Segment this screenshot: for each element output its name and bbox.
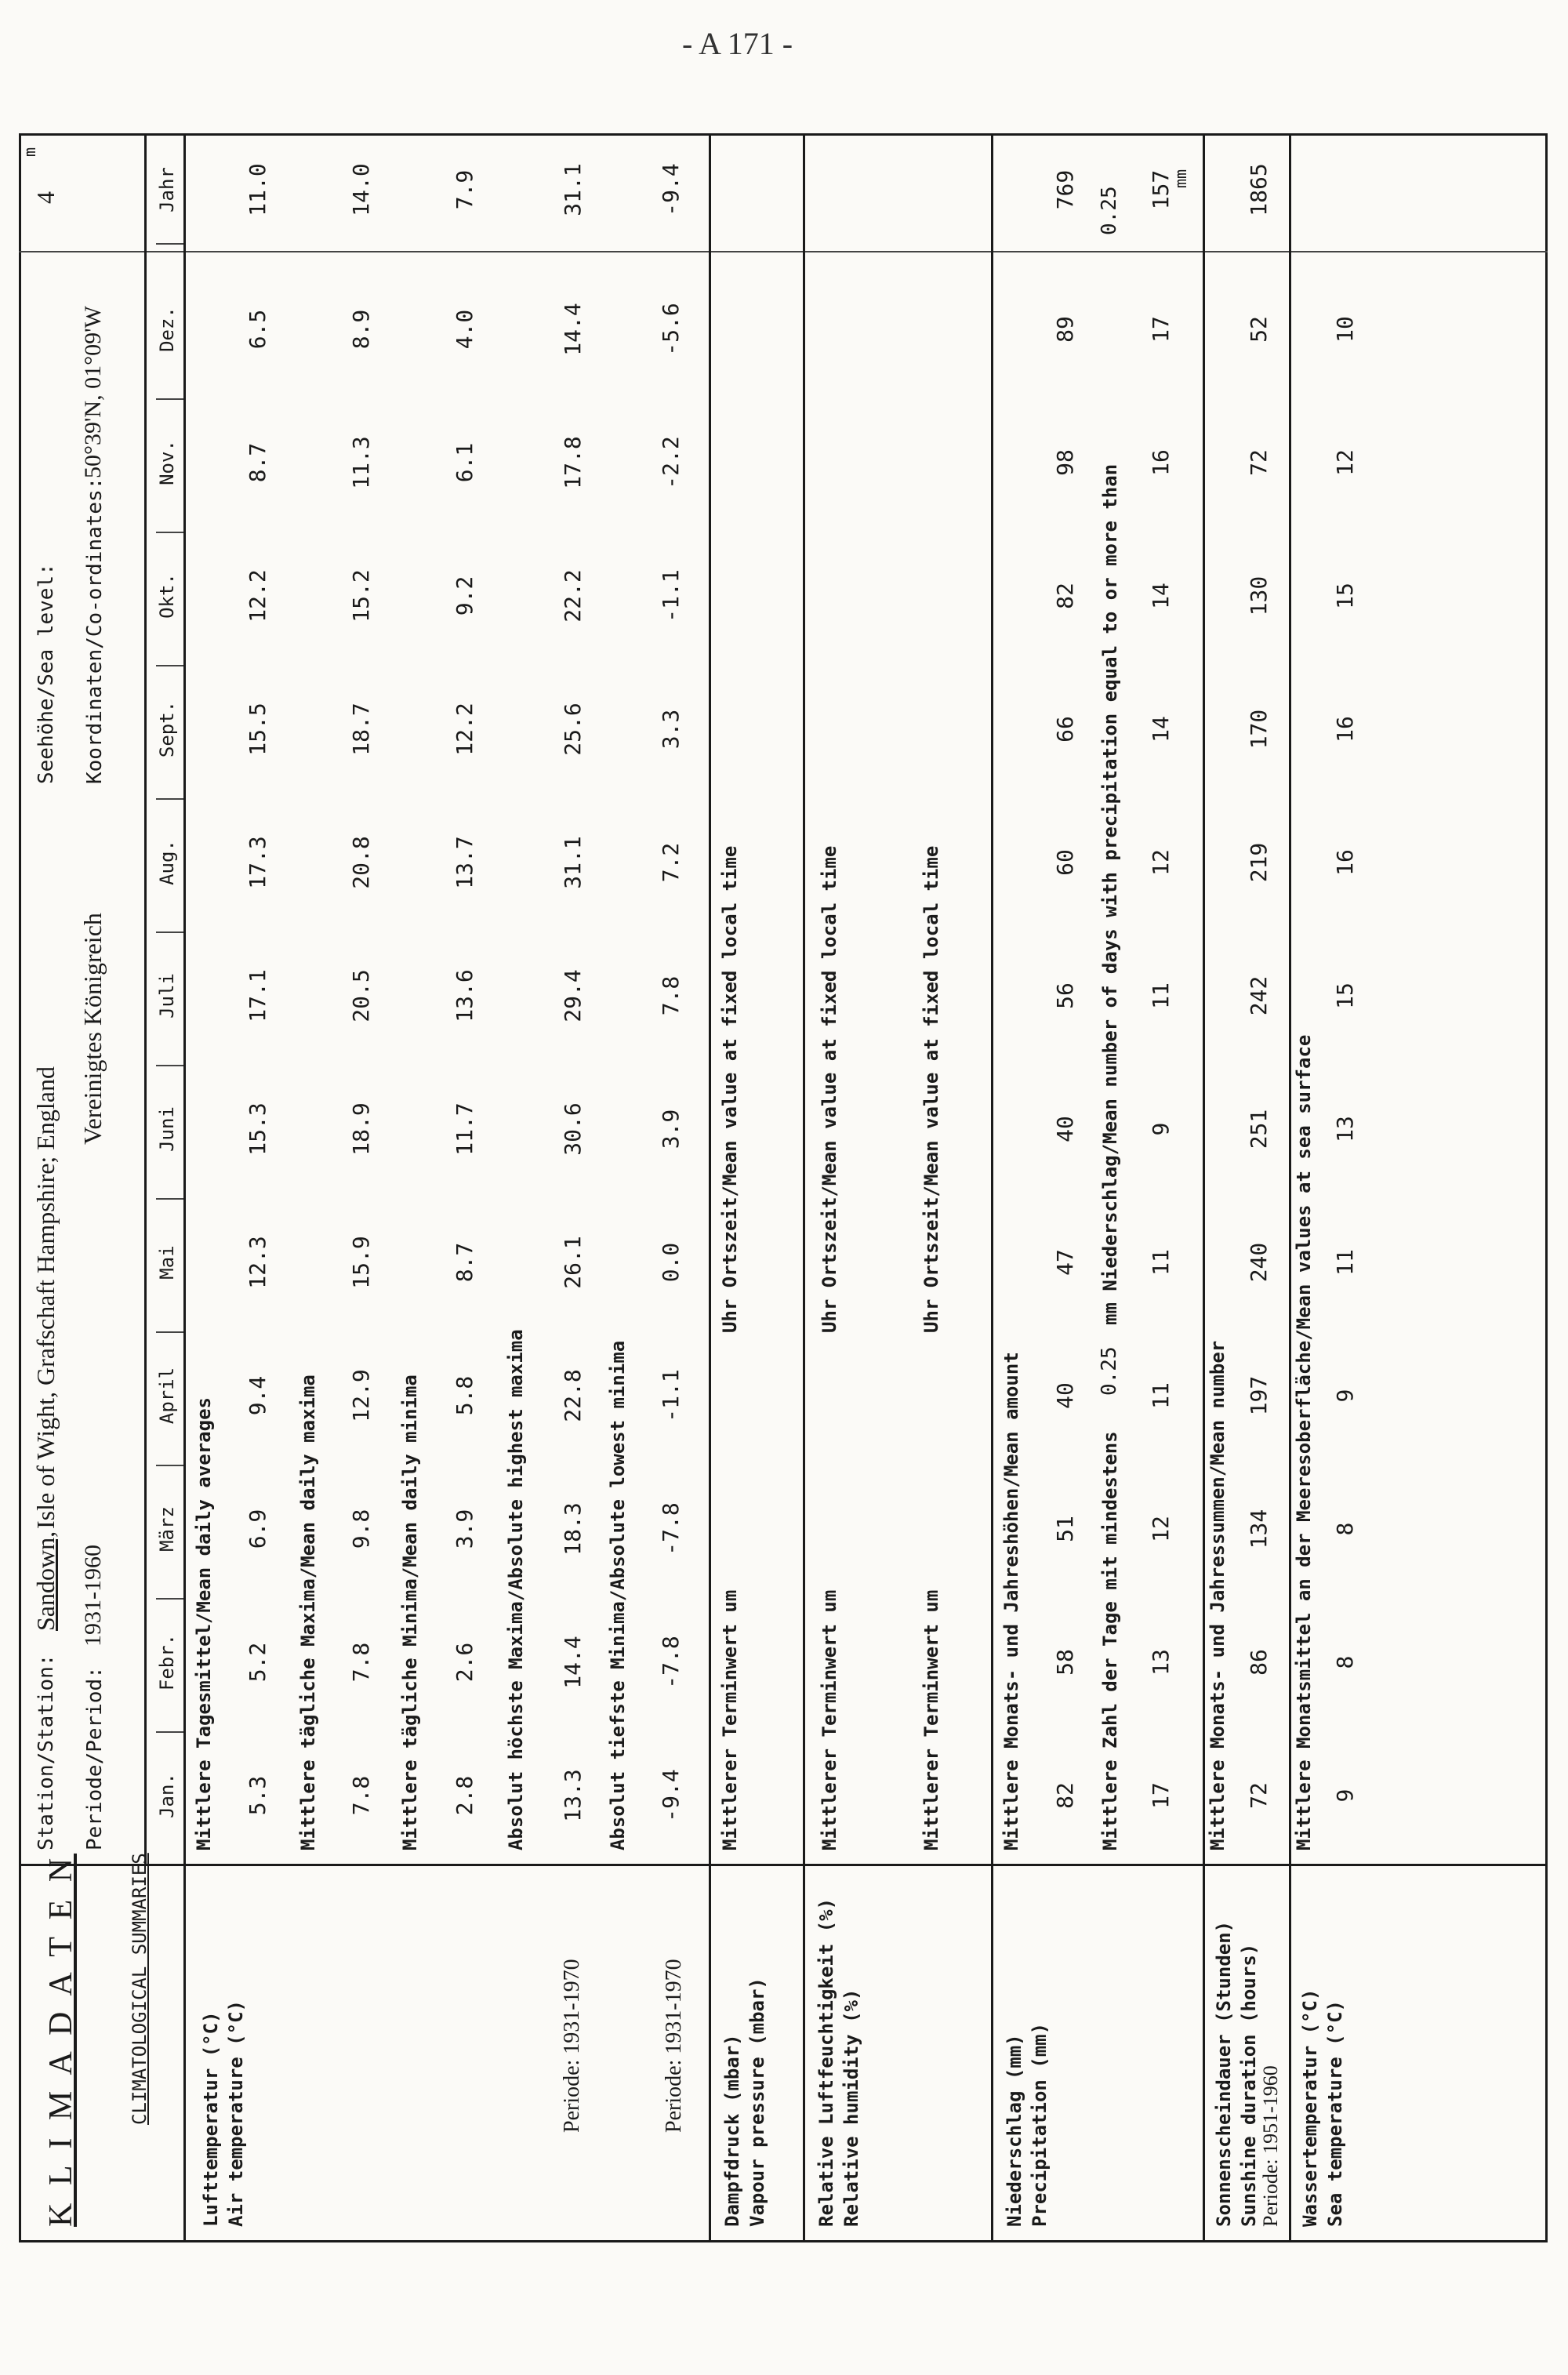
table-cell: 40 — [1052, 1116, 1078, 1142]
table-cell: 16 — [1148, 449, 1174, 476]
table-cell: 17.1 — [245, 969, 270, 1022]
table-cell: 12 — [1332, 449, 1358, 476]
table-cell: 197 — [1246, 1375, 1272, 1416]
table-cell: -1.1 — [658, 569, 684, 623]
table-cell: 5.3 — [245, 1775, 270, 1816]
row-desc-mean: Mittlere Tagesmittel/Mean daily averages — [193, 1397, 215, 1850]
humidity-label-en: Relative humidity (%) — [840, 1988, 862, 2227]
table-cell: 12.2 — [245, 569, 270, 623]
table-cell: 11 — [1332, 1249, 1358, 1276]
table-cell: 3.9 — [452, 1509, 477, 1549]
table-cell: 134 — [1246, 1509, 1272, 1549]
table-cell: 12 — [1148, 1516, 1174, 1542]
row-desc-days-a: Mittlere Zahl der Tage mit mindestens — [1099, 1431, 1121, 1850]
table-cell: 8 — [1332, 1522, 1358, 1536]
divider — [991, 133, 993, 2242]
table-cell: 11 — [1148, 982, 1174, 1009]
station-location: Isle of Wight, Grafschaft Hampshire; England — [31, 1066, 60, 1529]
table-cell: 130 — [1246, 576, 1272, 616]
table-cell: 52 — [1246, 316, 1272, 343]
divider — [156, 931, 183, 933]
doc-subtitle: CLIMATOLOGICAL SUMMARIES — [129, 1853, 151, 2125]
table-cell: 6.1 — [452, 442, 477, 483]
table-cell: 0.0 — [658, 1242, 684, 1283]
row-desc-sea: Mittlere Monatsmittel an der Meeresoberfläche/Mean values at sea surface — [1293, 1034, 1315, 1850]
table-cell: 66 — [1052, 716, 1078, 743]
vapour-label-de: Dampfdruck (mbar) — [721, 2034, 743, 2227]
row-desc-days-d: 0.25 — [1098, 186, 1121, 235]
month-header: Mai — [156, 1245, 178, 1280]
sunshine-period: Periode: 1951-1960 — [1259, 2065, 1282, 2227]
table-cell: 22.2 — [560, 569, 586, 623]
air-temp-label-en: Air temperature (°C) — [225, 2000, 247, 2227]
station-label: Station/Station: — [34, 1654, 58, 1850]
table-cell: 89 — [1052, 316, 1078, 343]
table-cell: 3.9 — [658, 1109, 684, 1149]
table-cell: 51 — [1052, 1516, 1078, 1542]
table-cell: 8 — [1332, 1655, 1358, 1669]
month-header: Aug. — [156, 840, 178, 885]
table-cell: 7.8 — [348, 1775, 374, 1816]
month-header: Jan. — [156, 1773, 178, 1818]
row-desc-vapour-b: Uhr Ortszeit/Mean value at fixed local time — [719, 845, 741, 1333]
month-header: Juni — [156, 1106, 178, 1152]
divider — [156, 665, 183, 666]
table-cell: 13 — [1332, 1116, 1358, 1142]
table-cell: 1865 — [1246, 163, 1272, 216]
air-temp-label-de: Lufttemperatur (°C) — [200, 2011, 222, 2227]
table-cell: -5.6 — [658, 303, 684, 356]
table-cell: 17 — [1148, 316, 1174, 343]
table-cell: 17.8 — [560, 436, 586, 489]
table-cell: 82 — [1052, 583, 1078, 609]
table-cell: 11 — [1148, 1382, 1174, 1409]
table-cell: 17 — [1148, 1782, 1174, 1809]
divider — [183, 1866, 186, 2242]
table-cell: 47 — [1052, 1249, 1078, 1276]
table-cell: 98 — [1052, 449, 1078, 476]
table-cell: 8.9 — [348, 309, 374, 350]
table-cell: 5.8 — [452, 1375, 477, 1416]
table-cell: 9 — [1332, 1789, 1358, 1803]
table-cell: 31.1 — [560, 836, 586, 889]
table-cell: 4.0 — [452, 309, 477, 350]
divider — [156, 1331, 183, 1333]
divider — [156, 1198, 183, 1200]
sunshine-label-en: Sunshine duration (hours) — [1238, 1943, 1260, 2227]
period-value: 1931-1960 — [80, 1545, 106, 1647]
divider — [156, 1731, 183, 1733]
table-cell: 31.1 — [560, 163, 586, 216]
table-cell: 22.8 — [560, 1369, 586, 1422]
divider — [1203, 133, 1205, 2242]
table-cell: 14 — [1148, 583, 1174, 609]
table-cell: 82 — [1052, 1782, 1078, 1809]
table-cell: 40 — [1052, 1382, 1078, 1409]
sea-level-label: Seehöhe/Sea level: — [34, 563, 58, 784]
table-cell: 11.3 — [348, 436, 374, 489]
table-cell: 72 — [1246, 449, 1272, 476]
table-cell: -1.1 — [658, 1369, 684, 1422]
row-desc-max: Mittlere tägliche Maxima/Mean daily maxima — [297, 1375, 319, 1850]
humidity-label-de: Relative Luftfeuchtigkeit (%) — [815, 1897, 837, 2227]
sea-temp-label-de: Wassertemperatur (°C) — [1299, 1988, 1321, 2227]
table-cell: 242 — [1246, 975, 1272, 1016]
divider — [19, 251, 1548, 252]
divider — [156, 398, 183, 400]
month-header: März — [156, 1506, 178, 1552]
table-cell: 14.4 — [560, 1636, 586, 1689]
table-cell: 18.9 — [348, 1102, 374, 1156]
vapour-label-en: Vapour pressure (mbar) — [746, 1977, 768, 2227]
table-cell: 12.9 — [348, 1369, 374, 1422]
table-cell: 7.9 — [452, 169, 477, 210]
sea-temp-label-en: Sea temperature (°C) — [1324, 2000, 1346, 2227]
table-cell: -7.8 — [658, 1502, 684, 1556]
station-name: Sandown, — [31, 1531, 60, 1631]
divider — [156, 798, 183, 800]
divider — [156, 1598, 183, 1600]
month-header: Febr. — [156, 1633, 178, 1691]
precip-label-en: Precipitation (mm) — [1029, 2022, 1051, 2227]
period-note-2: Periode: 1931-1970 — [662, 1959, 686, 2133]
table-cell: 170 — [1246, 709, 1272, 750]
divider — [1289, 133, 1291, 2242]
table-cell: 12.3 — [245, 1236, 270, 1289]
table-cell: 15.2 — [348, 569, 374, 623]
period-label: Periode/Period: — [83, 1666, 107, 1850]
table-cell: 11.0 — [245, 163, 270, 216]
table-cell: 9.8 — [348, 1509, 374, 1549]
table-cell: 11 — [1148, 1249, 1174, 1276]
sunshine-label-de: Sonnenscheindauer (Stunden) — [1213, 1920, 1235, 2227]
table-cell: 14.4 — [560, 303, 586, 356]
table-cell: 13 — [1148, 1649, 1174, 1676]
row-desc-hum1-a: Mittlerer Terminwert um — [818, 1589, 840, 1850]
table-cell: 86 — [1246, 1649, 1272, 1676]
table-cell: 2.6 — [452, 1642, 477, 1683]
table-cell: 56 — [1052, 982, 1078, 1009]
table-cell: 251 — [1246, 1109, 1272, 1149]
table-cell: 72 — [1246, 1782, 1272, 1809]
row-desc-days-c: mm Niederschlag/Mean number of days with precipitation equal to or more than — [1099, 463, 1121, 1325]
table-cell: 8.7 — [452, 1242, 477, 1283]
table-cell: 16 — [1332, 716, 1358, 743]
coords-value: 50°39'N, 01°09'W — [80, 306, 106, 478]
table-cell: 15.3 — [245, 1102, 270, 1156]
table-cell: 9.2 — [452, 576, 477, 616]
row-desc-vapour-a: Mittlerer Terminwert um — [719, 1589, 741, 1850]
table-cell: 15 — [1332, 982, 1358, 1009]
table-cell: 15.9 — [348, 1236, 374, 1289]
table-cell: 5.2 — [245, 1642, 270, 1683]
table-cell: 6.9 — [245, 1509, 270, 1549]
table-cell: 7.8 — [658, 975, 684, 1016]
month-header: Sept. — [156, 700, 178, 758]
station-country: Vereinigtes Königreich — [78, 913, 107, 1145]
month-header: Nov. — [156, 440, 178, 485]
month-header: Jahr — [156, 167, 178, 212]
doc-title: K L I M A D A T E N — [43, 1853, 79, 2227]
divider — [709, 133, 711, 2242]
page-number: - A 171 - — [682, 26, 793, 61]
table-cell: 6.5 — [245, 309, 270, 350]
month-header: Juli — [156, 973, 178, 1019]
month-header: Dez. — [156, 307, 178, 352]
table-cell: 15 — [1332, 583, 1358, 609]
coords-label: Koordinaten/Co-ordinates: — [83, 477, 107, 784]
table-cell: 25.6 — [560, 703, 586, 756]
sea-level-value: 4 — [31, 191, 60, 204]
row-desc-absmin: Absolut tiefste Minima/Absolute lowest minima — [607, 1340, 629, 1850]
table-cell: 20.8 — [348, 836, 374, 889]
divider — [156, 1465, 183, 1466]
table-cell: 219 — [1246, 842, 1272, 883]
row-desc-absmax: Absolut höchste Maxima/Absolute highest maxima — [505, 1329, 527, 1850]
divider — [803, 133, 805, 2242]
month-header: April — [156, 1367, 178, 1425]
row-desc-hum2-a: Mittlerer Terminwert um — [920, 1589, 942, 1850]
row-desc-hum2-b: Uhr Ortszeit/Mean value at fixed local time — [920, 845, 942, 1333]
row-desc-precip: Mittlere Monats- und Jahreshöhen/Mean amount — [1000, 1352, 1022, 1850]
table-cell: 9 — [1332, 1389, 1358, 1403]
divider — [144, 133, 147, 1866]
precip-label-de: Niederschlag (mm) — [1004, 2034, 1025, 2227]
table-cell: 12 — [1148, 849, 1174, 876]
table-cell: 3.3 — [658, 709, 684, 750]
row-desc-sun: Mittlere Monats- und Jahressummen/Mean number — [1207, 1340, 1229, 1850]
table-cell: 9 — [1148, 1122, 1174, 1136]
table-cell: 20.5 — [348, 969, 374, 1022]
table-cell: 9.4 — [245, 1375, 270, 1416]
table-cell: -9.4 — [658, 163, 684, 216]
table-cell: 13.3 — [560, 1769, 586, 1822]
row-desc-hum1-b: Uhr Ortszeit/Mean value at fixed local time — [818, 845, 840, 1333]
table-cell: -2.2 — [658, 436, 684, 489]
table-cell: 14.0 — [348, 163, 374, 216]
table-cell: 26.1 — [560, 1236, 586, 1289]
table-cell: 58 — [1052, 1649, 1078, 1676]
table-cell: 13.7 — [452, 836, 477, 889]
table-cell: 60 — [1052, 849, 1078, 876]
table-cell: 18.7 — [348, 703, 374, 756]
table-cell: 11.7 — [452, 1102, 477, 1156]
period-note-1: Periode: 1931-1970 — [560, 1959, 584, 2133]
table-cell: 13.6 — [452, 969, 477, 1022]
table-cell: 16 — [1332, 849, 1358, 876]
table-cell: 7.8 — [348, 1642, 374, 1683]
table-cell: 2.8 — [452, 1775, 477, 1816]
table-cell: 18.3 — [560, 1502, 586, 1556]
table-cell: 769 — [1052, 169, 1078, 210]
sea-level-unit: m — [20, 147, 39, 157]
table-cell: 30.6 — [560, 1102, 586, 1156]
row-desc-days-b: 0.25 — [1098, 1346, 1121, 1396]
table-cell: -9.4 — [658, 1769, 684, 1822]
table-cell: 7.2 — [658, 842, 684, 883]
table-cell: 12.2 — [452, 703, 477, 756]
table-cell: -7.8 — [658, 1636, 684, 1689]
divider — [156, 1065, 183, 1066]
divider — [183, 133, 186, 1866]
table-cell: 29.4 — [560, 969, 586, 1022]
row-desc-days-e: mm — [1171, 169, 1190, 188]
month-header: Okt. — [156, 573, 178, 619]
table-cell: 8.7 — [245, 442, 270, 483]
table-cell: 157 — [1148, 169, 1174, 210]
table-cell: 15.5 — [245, 703, 270, 756]
table-cell: 240 — [1246, 1242, 1272, 1283]
divider — [156, 532, 183, 533]
row-desc-min: Mittlere tägliche Minima/Mean daily minima — [399, 1375, 421, 1850]
divider — [19, 1864, 1548, 1866]
climate-table — [19, 125, 1555, 2242]
table-cell: 14 — [1148, 716, 1174, 743]
table-cell: 10 — [1332, 316, 1358, 343]
table-cell: 17.3 — [245, 836, 270, 889]
